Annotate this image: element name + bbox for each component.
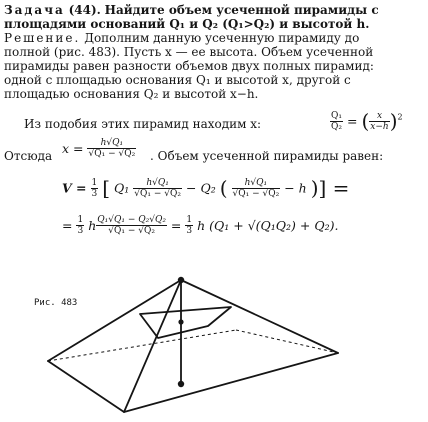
v-formula: V = $\frac{1}{3}$ [ Q₁ $\frac{\text{h√Q₁}}{\text{√Q₁ − √Q₂}}$ − Q₂ ( $\frac{\text{h√Q₁}}{\text{√Q₁ − √Q₂}}$ − h )] =	[62, 176, 350, 200]
volume-text: . Объем усеченной пирамиды равен:	[150, 149, 384, 163]
x-num: h√Q₁	[87, 138, 136, 149]
v-frac2-num: h√Q₁	[232, 178, 281, 189]
v-q2: Q₂	[200, 180, 216, 196]
problem-text-1: Найдите объем усеченной пирамиды с	[104, 3, 379, 17]
solution-text-5: площадью основания Q₂ и высотой x−h.	[4, 87, 259, 101]
x-lhs: x =	[62, 141, 84, 156]
v-minus: −	[185, 180, 197, 196]
final-num: Q₁√Q₁ − Q₂√Q₂	[97, 215, 166, 225]
hence-text: Отсюда	[4, 149, 53, 163]
edge-apex-front	[124, 280, 181, 412]
x-den: √Q₁ − √Q₂	[88, 149, 136, 159]
edge-apex-right	[181, 280, 338, 353]
final-third-num-2: 1	[186, 215, 193, 225]
ratio-lhs-num: Q₁	[331, 110, 342, 121]
final-formula: = $\frac{1}{3}$ h $\frac{\text{Q₁√Q₁ − Q₂√Q₂}}{\text{√Q₁ − √Q₂}}$ = $\frac{1}{3}$ h (Q₁ + √(Q₁Q₂) + Q₂).	[62, 215, 339, 236]
cut-center-point	[178, 319, 183, 324]
problem-number: (44).	[68, 3, 101, 17]
final-third-den: 3	[77, 226, 84, 236]
ratio-exp: 2	[397, 112, 403, 122]
final-result: h (Q₁ + √(Q₁Q₂) + Q₂).	[197, 218, 339, 233]
apex-point	[178, 277, 184, 283]
final-den: √Q₁ − √Q₂	[108, 226, 155, 236]
ratio-rhs-num: x	[369, 111, 389, 122]
solution-text-4: одной с площадью основания Q₁ и высотой x, другой с	[4, 73, 351, 87]
v-frac1-num: h√Q₁	[133, 178, 182, 189]
cut-section	[140, 307, 231, 338]
third-num: 1	[91, 177, 98, 188]
ratio-rhs-den: x−h	[370, 121, 389, 132]
problem-label: Задача	[4, 3, 65, 17]
v-q1: Q₁	[114, 180, 130, 196]
final-eq-start: =	[62, 218, 73, 233]
third-den: 3	[91, 188, 98, 199]
solution-label: Решение.	[4, 31, 81, 45]
base-front-left	[48, 361, 124, 412]
edge-apex-left	[48, 280, 181, 361]
v-frac1-den: √Q₁ − √Q₂	[134, 188, 181, 199]
base-back-right	[236, 330, 338, 353]
solution-text-2: полной (рис. 483). Пусть x — ее высота. Объем усеченной	[4, 45, 374, 59]
final-third-den-2: 3	[186, 226, 193, 236]
base-center-point	[178, 381, 184, 387]
figure-label: Рис. 483	[34, 298, 78, 308]
similarity-text: Из подобия этих пирамид находим x:	[24, 117, 262, 131]
ratio-lhs-den: Q₂	[331, 121, 342, 132]
v-h-minus: − h	[284, 180, 307, 196]
base-front-right	[124, 353, 338, 412]
problem-text-2: площадями оснований Q₁ и Q₂ (Q₁>Q₂) и высотой h.	[4, 17, 370, 31]
final-eq: =	[170, 218, 182, 233]
final-third-num: 1	[77, 215, 84, 225]
v-lhs: V =	[62, 180, 87, 196]
v-close: )] =	[310, 176, 350, 200]
ratio-formula: $\frac{\text{Q₁}}{\text{Q₂}}$ = ( $\frac{x}{x-h}$ )$^2$	[331, 109, 403, 133]
v-frac2-den: √Q₁ − √Q₂	[232, 188, 280, 199]
base-back-left	[48, 330, 236, 361]
solution-text-3: пирамиды равен разности объемов двух полных пирамид:	[4, 59, 374, 73]
solution-text-1: Дополним данную усеченную пирамиду до	[84, 31, 360, 45]
